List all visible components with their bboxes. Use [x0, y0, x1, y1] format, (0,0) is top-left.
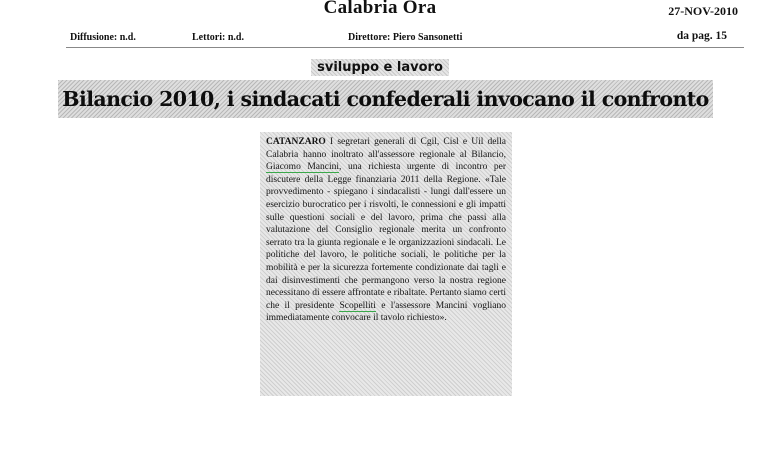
highlighted-name-scopelliti: Scopelliti	[339, 300, 376, 311]
article-kicker	[0, 58, 760, 76]
press-clipping-meta	[0, 32, 760, 48]
highlighted-name-mancini: Giacomo Mancini	[266, 162, 340, 173]
kicker-text: sviluppo e lavoro	[311, 59, 449, 76]
article-clipping	[260, 132, 512, 396]
headline-text: Bilancio 2010, i sindacati confederali invocano il confronto	[62, 87, 709, 111]
publication-date: 27-NOV-2010	[668, 4, 738, 18]
body-segment-2: , una richiesta urgente di incontro per discutere della Legge finanziaria 2011 della Regione. «Tale provvedimento - spiegano i sindacalisti - lungi dall'essere un esercizio burocratico per i risvolti, le connessioni e gli impatti sulle questioni sociali e del lavoro, prima che passi alla valutazione del Consiglio regionale merita un confronto serrato tra la giunta regionale e le organizzazioni sindacali. Le politiche del lavoro, le politiche sociali, le politiche per la mobilità e per la sicurezza fortemente condizionate dai tagli e dai disinvestimenti che permangono verso la nostra regione necessitano di essere affrontate e ribaltate. Pertanto siamo certi che il presidente	[266, 162, 507, 311]
page-number: da pag. 15	[676, 30, 727, 42]
circulation-label: Diffusione: n.d.	[70, 32, 136, 43]
editor-label: Direttore: Piero Sansonetti	[348, 32, 463, 43]
publication-name: Calabria Ora	[323, 0, 437, 18]
header-divider	[66, 47, 744, 48]
dateline: CATANZARO	[266, 137, 326, 147]
masthead	[0, 0, 760, 24]
readers-label: Lettori: n.d.	[192, 32, 244, 43]
article-headline	[58, 80, 713, 118]
article-body	[266, 136, 506, 325]
body-segment-1: I segretari generali di Cgil, Cisl e Uil della Calabria hanno inoltrato all'assessore regionale al Bilancio,	[266, 137, 506, 160]
body-segment-3: e l'assessore Mancini vogliano immediatamente convocare il tavolo richiesto».	[266, 300, 506, 324]
